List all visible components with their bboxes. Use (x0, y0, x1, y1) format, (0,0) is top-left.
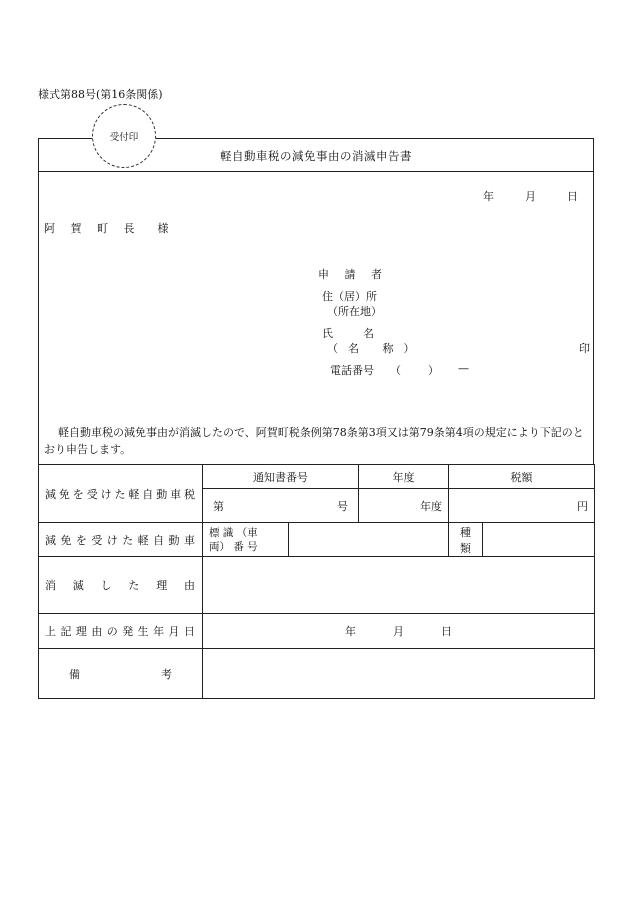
declaration-table (38, 464, 595, 699)
type-label: 種類 (460, 525, 471, 555)
remarks-field[interactable] (203, 649, 595, 699)
occurrence-month: 月 (393, 625, 404, 638)
notice-prefix: 第 (213, 499, 224, 513)
exempt-tax-label-cell (39, 465, 203, 523)
phone-paren-close: ） (428, 364, 439, 377)
vehicle-label-cell (39, 523, 203, 557)
reason-field[interactable] (203, 557, 595, 614)
header-year: 年度 (359, 465, 449, 489)
tax-amount-field[interactable] (449, 489, 595, 523)
occurrence-day: 日 (441, 625, 452, 638)
reason-label: 消滅した理由 (45, 579, 196, 592)
address-label: 住（居）所 (322, 290, 377, 303)
year-suffix: 年度 (420, 499, 442, 513)
plate-label-line-1: 標 識 （車 (209, 526, 258, 539)
occurrence-date-label-cell (39, 614, 203, 649)
notice-suffix: 号 (337, 499, 348, 513)
reason-label-cell (39, 557, 203, 614)
remarks-label-cell (39, 649, 203, 699)
occurrence-date-field[interactable] (203, 614, 595, 649)
addressee: 阿 賀 町 長 様 (44, 222, 175, 235)
header-amount: 税額 (449, 465, 595, 489)
date-year: 年 (483, 190, 494, 203)
exempt-tax-label: 減免を受けた軽自動車税 (45, 487, 196, 501)
plate-label-cell (203, 523, 289, 557)
notice-number-field[interactable] (203, 489, 359, 523)
form-title: 軽自動車税の減免事由の消滅申告書 (220, 149, 412, 163)
name-label: 氏名 (322, 327, 404, 340)
applicant-heading: 申 請 者 (318, 268, 388, 281)
phone-label: 電話番号 (330, 364, 374, 377)
reception-stamp-circle (92, 104, 156, 168)
date-month: 月 (525, 190, 536, 203)
name-sub-label: （名 称） (327, 342, 425, 355)
vehicle-label: 減免を受けた軽自動車 (45, 533, 196, 547)
address-sub-label: （所在地） (327, 305, 382, 318)
type-label-cell (449, 523, 483, 557)
plate-number-field[interactable] (289, 523, 449, 557)
date-day: 日 (567, 190, 578, 203)
type-field[interactable] (483, 523, 595, 557)
occurrence-year: 年 (345, 625, 356, 638)
amount-suffix: 円 (577, 499, 588, 513)
tax-year-field[interactable] (359, 489, 449, 523)
seal-mark: 印 (579, 342, 590, 355)
occurrence-date-label: 上記理由の発生年月日 (45, 625, 196, 638)
phone-dash: — (458, 362, 469, 375)
header-notice-number: 通知書番号 (203, 465, 359, 489)
form-number: 様式第88号(第16条関係) (38, 88, 163, 101)
date-line (483, 188, 578, 204)
declaration-statement: 軽自動車税の減免事由が消滅したので、阿賀町税条例第78条第3項又は第79条第4項の規定により下記のとおり申告します。 (44, 426, 584, 456)
remarks-label: 備考 (69, 667, 172, 681)
phone-paren-open: （ (390, 364, 401, 377)
reception-stamp-label: 受付印 (109, 132, 139, 143)
plate-label-line-2: 両） 番 号 (209, 540, 258, 553)
